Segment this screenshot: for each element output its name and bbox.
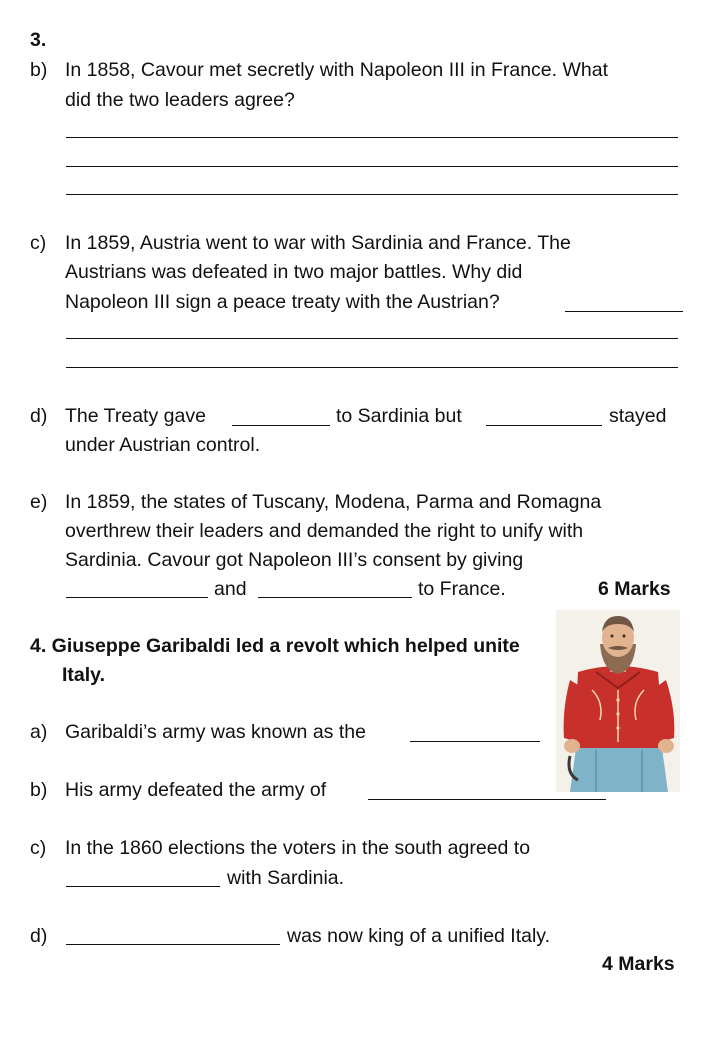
answer-blank[interactable] [66,597,208,598]
q4c-text-after: with Sardinia. [227,867,345,889]
q3e-text-to-france: to France. [418,578,506,600]
q4-marks: 4 Marks [602,953,675,975]
q3e-text-line2: overthrew their leaders and demanded the right to unify with [65,520,584,542]
answer-line[interactable] [66,194,678,195]
q4d-letter: d) [30,925,48,947]
q4-heading-line1: 4. Giuseppe Garibaldi led a revolt which helped unite [30,635,520,657]
q3-marks: 6 Marks [598,578,671,600]
q3d-text-line2: under Austrian control. [65,434,261,456]
q3b-text-line2: did the two leaders agree? [65,89,295,111]
q4c-text-line1: In the 1860 elections the voters in the south agreed to [65,837,531,859]
answer-line[interactable] [66,166,678,167]
q4c-letter: c) [30,837,47,859]
q3c-text-line1: In 1859, Austria went to war with Sardinia and France. The [65,232,571,254]
q4-heading-line2: Italy. [62,664,105,686]
q3b-letter: b) [30,59,48,81]
answer-blank[interactable] [66,886,220,887]
answer-line[interactable] [66,137,678,138]
answer-line[interactable] [66,367,678,368]
q4d-text-after: was now king of a unified Italy. [287,925,551,947]
q3e-letter: e) [30,491,48,513]
answer-blank[interactable] [258,597,412,598]
answer-blank[interactable] [410,741,540,742]
answer-blank[interactable] [66,944,280,945]
answer-blank[interactable] [368,799,606,800]
answer-line[interactable] [66,338,678,339]
q3c-text-line2: Austrians was defeated in two major battles. Why did [65,261,523,283]
question-3-number: 3. [30,29,47,51]
q3e-text-line1: In 1859, the states of Tuscany, Modena, Parma and Romagna [65,491,602,513]
q3d-text-part2: to Sardinia but [336,405,462,427]
q3c-letter: c) [30,232,47,254]
q3c-text-line3: Napoleon III sign a peace treaty with the Austrian? [65,291,500,313]
answer-blank[interactable] [565,311,683,312]
q4a-letter: a) [30,721,48,743]
q4a-text: Garibaldi’s army was known as the [65,721,366,743]
answer-blank[interactable] [486,425,602,426]
q3b-text-line1: In 1858, Cavour met secretly with Napoleon III in France. What [65,59,609,81]
q3d-letter: d) [30,405,48,427]
q3d-text-part1: The Treaty gave [65,405,206,427]
garibaldi-portrait [556,610,680,792]
answer-blank[interactable] [232,425,330,426]
q4b-letter: b) [30,779,48,801]
q3d-text-part3: stayed [609,405,667,427]
q4b-text: His army defeated the army of [65,779,327,801]
q3e-text-line3: Sardinia. Cavour got Napoleon III’s consent by giving [65,549,524,571]
q3e-text-and: and [214,578,247,600]
